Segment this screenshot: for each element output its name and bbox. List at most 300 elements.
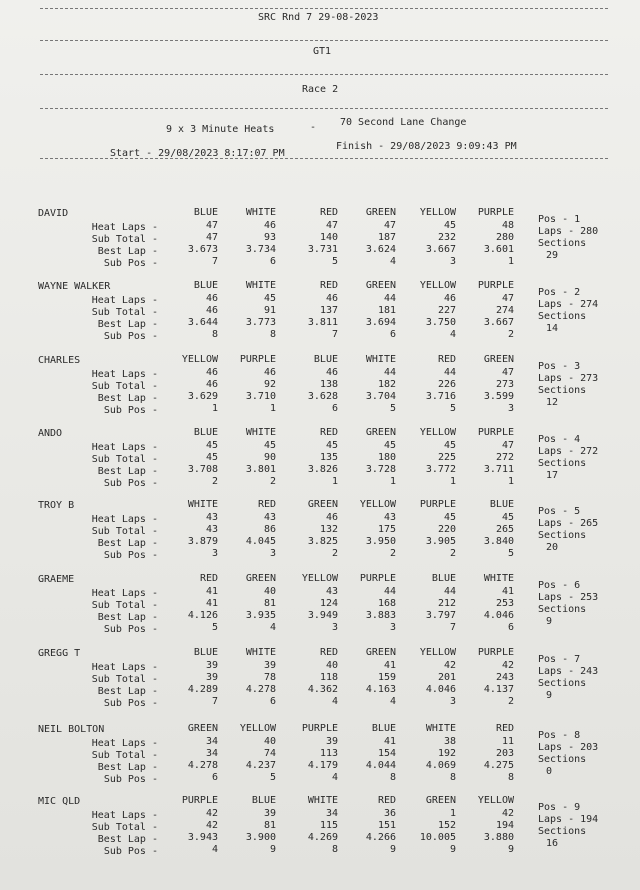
lane-color: PURPLE — [181, 795, 218, 806]
sub-pos-value: 1 — [389, 476, 396, 487]
heat-column — [452, 279, 514, 341]
heat-column — [156, 498, 218, 560]
best-lap-value: 3.900 — [245, 832, 276, 843]
sections-value: 29 — [546, 250, 559, 261]
lane-color: RED — [319, 427, 338, 438]
heat-laps-value: 46 — [205, 293, 218, 304]
lane-color: GREEN — [187, 723, 218, 734]
heat-laps-value: 46 — [263, 220, 276, 231]
best-lap-value: 3.840 — [483, 536, 514, 547]
best-lap-value: 3.943 — [187, 832, 218, 843]
best-lap-value: 3.716 — [425, 391, 456, 402]
sub-total-value: 274 — [495, 305, 514, 316]
sub-pos-value: 8 — [331, 844, 338, 855]
heat-column — [394, 722, 456, 784]
heat-column — [452, 572, 514, 634]
heat-column — [214, 572, 276, 634]
driver-name: DAVID — [38, 208, 69, 219]
lane-color: RED — [319, 647, 338, 658]
heat-laps-value: 47 — [383, 220, 396, 231]
sections-value: 9 — [546, 690, 553, 701]
best-lap-value: 3.629 — [187, 391, 218, 402]
sub-pos-value: 9 — [269, 844, 276, 855]
sub-pos-value: 4 — [389, 256, 396, 267]
heat-column — [276, 722, 338, 784]
lane-color: YELLOW — [419, 280, 456, 291]
best-lap-value: 3.708 — [187, 464, 218, 475]
heat-column — [156, 572, 218, 634]
row-label-heat-laps: Heat Laps - — [91, 810, 158, 821]
lane-color: WHITE — [245, 280, 276, 291]
sub-total-value: 187 — [377, 232, 396, 243]
heat-format: 9 x 3 Minute Heats — [166, 124, 275, 135]
driver-block — [0, 500, 640, 580]
heat-laps-value: 41 — [383, 660, 396, 671]
sub-pos-value: 3 — [331, 622, 338, 633]
lane-color: BLUE — [193, 280, 218, 291]
row-label-sub-pos: Sub Pos - — [103, 258, 158, 269]
final-position: Pos - 2 — [538, 287, 581, 298]
best-lap-value: 4.137 — [483, 684, 514, 695]
final-position: Pos - 8 — [538, 730, 581, 741]
heat-laps-value: 47 — [205, 220, 218, 231]
lane-color: BLUE — [489, 499, 514, 510]
driver-block — [0, 355, 640, 435]
lane-color: RED — [495, 723, 514, 734]
sections-label: Sections — [538, 458, 587, 469]
heat-column — [394, 279, 456, 341]
best-lap-value: 3.750 — [425, 317, 456, 328]
lane-color: YELLOW — [301, 573, 338, 584]
heat-laps-value: 47 — [325, 220, 338, 231]
total-laps: Laps - 272 — [538, 446, 599, 457]
best-lap-value: 3.883 — [365, 610, 396, 621]
best-lap-value: 4.275 — [483, 760, 514, 771]
sub-pos-value: 5 — [449, 403, 456, 414]
row-label-best-lap: Best Lap - — [97, 393, 158, 404]
row-label-sub-pos: Sub Pos - — [103, 405, 158, 416]
heat-laps-value: 46 — [325, 293, 338, 304]
sub-pos-value: 2 — [507, 696, 514, 707]
sub-pos-value: 8 — [389, 772, 396, 783]
sub-total-value: 138 — [319, 379, 338, 390]
lane-color: PURPLE — [477, 427, 514, 438]
sections-label: Sections — [538, 754, 587, 765]
divider — [40, 8, 608, 9]
best-lap-value: 4.278 — [245, 684, 276, 695]
sub-total-value: 47 — [205, 232, 218, 243]
sections-value: 20 — [546, 542, 559, 553]
lane-color: YELLOW — [359, 499, 396, 510]
divider — [40, 108, 608, 109]
sub-pos-value: 6 — [389, 329, 396, 340]
sub-total-value: 201 — [437, 672, 456, 683]
best-lap-value: 4.045 — [245, 536, 276, 547]
heat-column — [276, 794, 338, 856]
heat-laps-value: 44 — [443, 367, 456, 378]
sub-total-value: 92 — [263, 379, 276, 390]
best-lap-value: 3.628 — [307, 391, 338, 402]
lane-color: RED — [199, 573, 218, 584]
row-label-heat-laps: Heat Laps - — [91, 588, 158, 599]
best-lap-value: 4.179 — [307, 760, 338, 771]
sections-value: 17 — [546, 470, 559, 481]
sub-pos-value: 6 — [211, 772, 218, 783]
lane-color: YELLOW — [419, 647, 456, 658]
row-label-sub-pos: Sub Pos - — [103, 331, 158, 342]
lane-color: WHITE — [425, 723, 456, 734]
best-lap-value: 3.728 — [365, 464, 396, 475]
heat-laps-value: 45 — [443, 220, 456, 231]
sections-label: Sections — [538, 604, 587, 615]
sub-pos-value: 6 — [269, 256, 276, 267]
sub-total-value: 226 — [437, 379, 456, 390]
sub-total-value: 74 — [263, 748, 276, 759]
driver-summary — [538, 361, 598, 409]
heat-column — [156, 426, 218, 488]
lane-color: BLUE — [193, 647, 218, 658]
heat-column — [156, 206, 218, 268]
sub-pos-value: 5 — [269, 772, 276, 783]
sub-pos-value: 8 — [449, 772, 456, 783]
driver-name: MIC QLD — [38, 796, 81, 807]
driver-block — [0, 208, 640, 288]
heat-column — [156, 353, 218, 415]
heat-laps-value: 39 — [263, 660, 276, 671]
sub-total-value: 243 — [495, 672, 514, 683]
heat-laps-value: 47 — [501, 367, 514, 378]
sub-total-value: 113 — [319, 748, 338, 759]
lane-color: PURPLE — [477, 280, 514, 291]
heat-laps-value: 40 — [263, 736, 276, 747]
heat-column — [214, 646, 276, 708]
lane-color: PURPLE — [301, 723, 338, 734]
best-lap-value: 10.005 — [419, 832, 456, 843]
best-lap-value: 3.826 — [307, 464, 338, 475]
sub-total-value: 203 — [495, 748, 514, 759]
sub-total-value: 280 — [495, 232, 514, 243]
heat-laps-value: 42 — [501, 660, 514, 671]
divider — [40, 74, 608, 75]
heat-column — [276, 426, 338, 488]
best-lap-value: 3.601 — [483, 244, 514, 255]
sub-total-value: 42 — [205, 820, 218, 831]
lane-color: YELLOW — [477, 795, 514, 806]
best-lap-value: 4.278 — [187, 760, 218, 771]
heat-column — [276, 646, 338, 708]
sub-total-value: 212 — [437, 598, 456, 609]
row-label-sub-pos: Sub Pos - — [103, 624, 158, 635]
heat-laps-value: 47 — [501, 440, 514, 451]
sub-total-value: 227 — [437, 305, 456, 316]
final-position: Pos - 7 — [538, 654, 581, 665]
heat-laps-value: 42 — [501, 808, 514, 819]
row-label-sub-total: Sub Total - — [91, 674, 158, 685]
sub-pos-value: 2 — [507, 329, 514, 340]
heat-laps-value: 36 — [383, 808, 396, 819]
sections-label: Sections — [538, 530, 587, 541]
sub-pos-value: 8 — [507, 772, 514, 783]
lane-color: BLUE — [193, 207, 218, 218]
row-label-sub-total: Sub Total - — [91, 234, 158, 245]
row-label-best-lap: Best Lap - — [97, 686, 158, 697]
heat-laps-value: 46 — [325, 367, 338, 378]
best-lap-value: 4.126 — [187, 610, 218, 621]
sub-pos-value: 2 — [269, 476, 276, 487]
driver-summary — [538, 506, 598, 554]
total-laps: Laps - 265 — [538, 518, 599, 529]
lane-color: WHITE — [187, 499, 218, 510]
lane-color: PURPLE — [477, 647, 514, 658]
row-label-heat-laps: Heat Laps - — [91, 662, 158, 673]
driver-block — [0, 281, 640, 361]
row-label-heat-laps: Heat Laps - — [91, 514, 158, 525]
sub-total-value: 194 — [495, 820, 514, 831]
sub-total-value: 220 — [437, 524, 456, 535]
driver-name: GRAEME — [38, 574, 75, 585]
heat-column — [452, 206, 514, 268]
sub-pos-value: 3 — [389, 622, 396, 633]
sub-pos-value: 4 — [389, 696, 396, 707]
sub-total-value: 273 — [495, 379, 514, 390]
heat-laps-value: 41 — [501, 586, 514, 597]
lane-color: PURPLE — [359, 573, 396, 584]
sub-pos-value: 5 — [211, 622, 218, 633]
sub-pos-value: 2 — [331, 548, 338, 559]
heat-column — [334, 426, 396, 488]
best-lap-value: 3.797 — [425, 610, 456, 621]
sub-pos-value: 1 — [331, 476, 338, 487]
sub-pos-value: 7 — [449, 622, 456, 633]
driver-summary — [538, 802, 598, 850]
heat-laps-value: 39 — [325, 736, 338, 747]
final-position: Pos - 9 — [538, 802, 581, 813]
heat-column — [394, 206, 456, 268]
heat-column — [334, 353, 396, 415]
driver-block — [0, 648, 640, 728]
driver-name: WAYNE WALKER — [38, 281, 111, 292]
total-laps: Laps - 194 — [538, 814, 599, 825]
best-lap-value: 3.772 — [425, 464, 456, 475]
best-lap-value: 4.046 — [483, 610, 514, 621]
sections-value: 0 — [546, 766, 553, 777]
heat-column — [452, 794, 514, 856]
sub-total-value: 168 — [377, 598, 396, 609]
sub-total-value: 180 — [377, 452, 396, 463]
best-lap-value: 3.667 — [483, 317, 514, 328]
heat-column — [276, 572, 338, 634]
sub-pos-value: 1 — [269, 403, 276, 414]
row-label-best-lap: Best Lap - — [97, 834, 158, 845]
best-lap-value: 3.673 — [187, 244, 218, 255]
final-position: Pos - 4 — [538, 434, 581, 445]
final-position: Pos - 6 — [538, 580, 581, 591]
row-label-best-lap: Best Lap - — [97, 762, 158, 773]
heat-laps-value: 43 — [325, 586, 338, 597]
divider — [40, 40, 608, 41]
best-lap-value: 4.266 — [365, 832, 396, 843]
best-lap-value: 4.269 — [307, 832, 338, 843]
heat-laps-value: 44 — [383, 293, 396, 304]
sub-pos-value: 4 — [211, 844, 218, 855]
heat-laps-value: 46 — [205, 367, 218, 378]
sub-total-value: 192 — [437, 748, 456, 759]
heat-column — [156, 794, 218, 856]
row-label-sub-pos: Sub Pos - — [103, 550, 158, 561]
sub-total-value: 78 — [263, 672, 276, 683]
sub-pos-value: 9 — [449, 844, 456, 855]
sub-pos-value: 4 — [331, 772, 338, 783]
sub-pos-value: 3 — [269, 548, 276, 559]
heat-column — [214, 353, 276, 415]
heat-laps-value: 46 — [263, 367, 276, 378]
total-laps: Laps - 273 — [538, 373, 599, 384]
row-label-best-lap: Best Lap - — [97, 538, 158, 549]
driver-name: NEIL BOLTON — [38, 724, 105, 735]
heat-laps-value: 44 — [383, 586, 396, 597]
sub-pos-value: 5 — [507, 548, 514, 559]
heat-laps-value: 45 — [443, 440, 456, 451]
heat-column — [394, 572, 456, 634]
lane-color: GREEN — [365, 207, 396, 218]
final-position: Pos - 1 — [538, 214, 581, 225]
heat-laps-value: 45 — [263, 293, 276, 304]
heat-column — [452, 722, 514, 784]
sub-pos-value: 7 — [211, 256, 218, 267]
row-label-best-lap: Best Lap - — [97, 246, 158, 257]
heat-laps-value: 40 — [263, 586, 276, 597]
heat-column — [334, 794, 396, 856]
heat-column — [394, 426, 456, 488]
sections-value: 14 — [546, 323, 559, 334]
heat-laps-value: 43 — [205, 512, 218, 523]
row-label-heat-laps: Heat Laps - — [91, 442, 158, 453]
lane-color: GREEN — [307, 499, 338, 510]
heat-laps-value: 38 — [443, 736, 456, 747]
sections-label: Sections — [538, 826, 587, 837]
sub-total-value: 232 — [437, 232, 456, 243]
sub-pos-value: 1 — [507, 476, 514, 487]
lane-color: WHITE — [245, 647, 276, 658]
row-label-sub-total: Sub Total - — [91, 526, 158, 537]
sub-total-value: 93 — [263, 232, 276, 243]
heat-column — [452, 353, 514, 415]
sub-pos-value: 4 — [449, 329, 456, 340]
event-title: SRC Rnd 7 29-08-2023 — [258, 12, 379, 23]
sub-total-value: 81 — [263, 820, 276, 831]
driver-name: ANDO — [38, 428, 63, 439]
heat-laps-value: 46 — [325, 512, 338, 523]
heat-column — [214, 722, 276, 784]
row-label-sub-pos: Sub Pos - — [103, 846, 158, 857]
row-label-best-lap: Best Lap - — [97, 612, 158, 623]
heat-laps-value: 41 — [383, 736, 396, 747]
sub-pos-value: 2 — [449, 548, 456, 559]
best-lap-value: 4.046 — [425, 684, 456, 695]
heat-column — [452, 498, 514, 560]
best-lap-value: 3.811 — [307, 317, 338, 328]
sections-label: Sections — [538, 311, 587, 322]
lane-color: WHITE — [483, 573, 514, 584]
row-label-sub-total: Sub Total - — [91, 600, 158, 611]
heat-laps-value: 46 — [443, 293, 456, 304]
best-lap-value: 3.825 — [307, 536, 338, 547]
best-lap-value: 4.163 — [365, 684, 396, 695]
sub-total-value: 43 — [205, 524, 218, 535]
driver-block — [0, 796, 640, 876]
driver-block — [0, 724, 640, 804]
sub-total-value: 135 — [319, 452, 338, 463]
heat-column — [214, 426, 276, 488]
row-label-heat-laps: Heat Laps - — [91, 222, 158, 233]
lane-color: GREEN — [365, 647, 396, 658]
lane-color: RED — [319, 207, 338, 218]
heat-laps-value: 34 — [325, 808, 338, 819]
best-lap-value: 3.801 — [245, 464, 276, 475]
lane-color: BLUE — [313, 354, 338, 365]
heat-column — [276, 206, 338, 268]
lane-color: YELLOW — [181, 354, 218, 365]
sub-pos-value: 3 — [449, 696, 456, 707]
heat-column — [214, 279, 276, 341]
sub-pos-value: 2 — [389, 548, 396, 559]
sub-total-value: 154 — [377, 748, 396, 759]
final-position: Pos - 5 — [538, 506, 581, 517]
best-lap-value: 3.624 — [365, 244, 396, 255]
sub-total-value: 46 — [205, 379, 218, 390]
heat-laps-value: 45 — [443, 512, 456, 523]
best-lap-value: 3.711 — [483, 464, 514, 475]
finish-time: Finish - 29/08/2023 9:09:43 PM — [336, 141, 517, 152]
heat-laps-value: 44 — [383, 367, 396, 378]
sections-value: 16 — [546, 838, 559, 849]
sub-pos-value: 3 — [507, 403, 514, 414]
heat-column — [334, 722, 396, 784]
heat-laps-value: 39 — [205, 660, 218, 671]
heat-laps-value: 42 — [205, 808, 218, 819]
sub-pos-value: 5 — [331, 256, 338, 267]
total-laps: Laps - 243 — [538, 666, 599, 677]
heat-column — [156, 646, 218, 708]
sub-total-value: 152 — [437, 820, 456, 831]
heat-laps-value: 43 — [263, 512, 276, 523]
best-lap-value: 3.667 — [425, 244, 456, 255]
lane-color: PURPLE — [419, 499, 456, 510]
driver-name: CHARLES — [38, 355, 81, 366]
sub-total-value: 46 — [205, 305, 218, 316]
heat-column — [394, 794, 456, 856]
sub-pos-value: 8 — [269, 329, 276, 340]
sub-total-value: 118 — [319, 672, 338, 683]
driver-block — [0, 428, 640, 508]
best-lap-value: 3.731 — [307, 244, 338, 255]
heat-laps-value: 45 — [383, 440, 396, 451]
heat-column — [394, 353, 456, 415]
lane-color: PURPLE — [477, 207, 514, 218]
best-lap-value: 3.949 — [307, 610, 338, 621]
sub-pos-value: 1 — [211, 403, 218, 414]
best-lap-value: 3.710 — [245, 391, 276, 402]
best-lap-value: 4.069 — [425, 760, 456, 771]
best-lap-value: 3.880 — [483, 832, 514, 843]
lane-color: GREEN — [245, 573, 276, 584]
lane-color: RED — [257, 499, 276, 510]
sub-pos-value: 6 — [269, 696, 276, 707]
sub-pos-value: 9 — [389, 844, 396, 855]
sub-total-value: 115 — [319, 820, 338, 831]
heat-column — [334, 279, 396, 341]
row-label-sub-total: Sub Total - — [91, 750, 158, 761]
